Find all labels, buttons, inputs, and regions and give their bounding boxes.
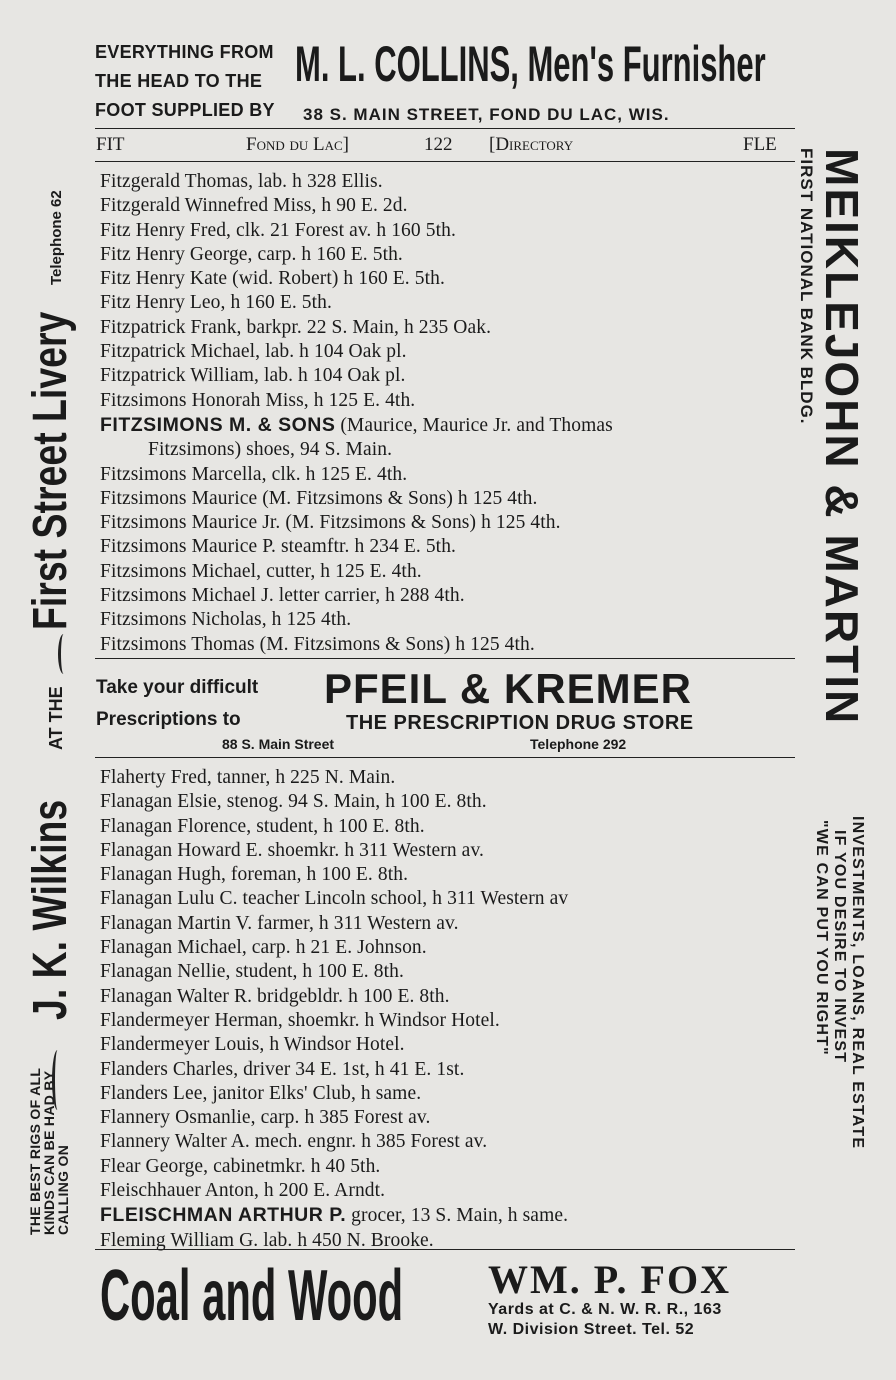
list-item: Flandermeyer Herman, shoemkr. h Windsor Hotel.	[100, 1009, 500, 1031]
top-advertisement	[95, 34, 795, 124]
list-item: Flannery Walter A. mech. engnr. h 385 Forest av.	[100, 1131, 488, 1153]
right-ad-line: "WE CAN PUT YOU RIGHT"	[813, 820, 830, 1056]
list-item: Flanders Lee, janitor Elks' Club, h same.	[100, 1082, 422, 1104]
list-item: Fitzsimons Nicholas, h 125 4th.	[100, 609, 352, 631]
bottom-advertisement	[100, 1256, 800, 1346]
featured-name: FLEISCHMAN ARTHUR P.	[100, 1204, 347, 1227]
guide-word-left: FIT	[96, 134, 125, 155]
page-number: 122	[424, 134, 453, 155]
left-ad-name: J. K. Wilkins	[24, 799, 77, 1020]
list-item: Fleischhauer Anton, h 200 E. Arndt.	[100, 1180, 386, 1202]
mid-ad-name: PFEIL & KREMER	[324, 665, 692, 712]
divider	[95, 161, 795, 162]
list-item: Flandermeyer Louis, h Windsor Hotel.	[100, 1034, 405, 1056]
list-item: Flannery Osmanlie, carp. h 385 Forest av.	[100, 1107, 431, 1129]
bottom-ad-yards-line: Yards at C. & N. W. R. R., 163	[488, 1301, 722, 1318]
list-item-featured	[100, 413, 800, 463]
top-ad-address: 38 S. MAIN STREET, FOND DU LAC, WIS.	[303, 105, 670, 124]
top-ad-line: THE HEAD TO THE	[95, 71, 263, 91]
left-ad-at-the: AT THE	[46, 686, 66, 750]
bottom-ad-headline: Coal and Wood	[100, 1256, 404, 1336]
divider	[95, 757, 795, 758]
right-ad-line: IF YOU DESIRE TO INVEST	[831, 830, 848, 1064]
list-item: Fitzsimons Maurice (M. Fitzsimons & Sons) h 125 4th.	[100, 487, 538, 509]
list-item: Fitzsimons Maurice P. steamftr. h 234 E. 5th.	[100, 536, 457, 558]
left-vertical-advertisement	[22, 140, 86, 1020]
mid-ad-telephone: Telephone 292	[530, 736, 627, 752]
right-ad-name: MEIKLEJOHN & MARTIN	[816, 148, 868, 726]
list-item: Fleming William G. lab. h 450 N. Brooke.	[100, 1229, 434, 1251]
list-item: Fitz Henry Leo, h 160 E. 5th.	[100, 292, 332, 314]
list-item: Fitzgerald Winnefred Miss, h 90 E. 2d.	[100, 195, 408, 217]
mid-ad-lead	[96, 672, 258, 736]
list-item: Fitz Henry Fred, clk. 21 Forest av. h 160 5th.	[100, 219, 456, 241]
list-item: Fitzsimons Michael J. letter carrier, h 288 4th.	[100, 585, 465, 607]
list-item: Flanagan Florence, student, h 100 E. 8th.	[100, 815, 425, 837]
list-item: Flanagan Martin V. farmer, h 311 Western av.	[100, 912, 459, 934]
list-item-featured	[100, 1203, 800, 1228]
left-ad-small-line: KINDS CAN BE HAD BY	[41, 1070, 57, 1235]
featured-continuation: Fitzsimons) shoes, 94 S. Main.	[148, 439, 393, 461]
flourish-icon	[52, 1050, 63, 1110]
right-ad-line: INVESTMENTS, LOANS, REAL ESTATE	[849, 816, 866, 1150]
featured-name: FITZSIMONS M. & SONS	[100, 413, 336, 436]
header-city: Fond du Lac]	[246, 134, 349, 155]
list-item: Fitzpatrick Michael, lab. h 104 Oak pl.	[100, 341, 407, 363]
list-item: Flaherty Fred, tanner, h 225 N. Main.	[100, 767, 396, 788]
middle-advertisement	[96, 667, 796, 755]
list-item: Flanagan Nellie, student, h 100 E. 8th.	[100, 961, 404, 983]
directory-entries-2	[100, 766, 800, 1253]
list-item: Flanders Charles, driver 34 E. 1st, h 41 E. 1st.	[100, 1058, 465, 1080]
list-item: Flanagan Hugh, foreman, h 100 E. 8th.	[100, 864, 409, 886]
list-item: Fitzgerald Thomas, lab. h 328 Ellis.	[100, 171, 383, 192]
featured-rest: grocer, 13 S. Main, h same.	[346, 1205, 569, 1227]
top-ad-lead	[95, 38, 275, 125]
bottom-ad-yards	[488, 1300, 722, 1340]
list-item: Flanagan Michael, carp. h 21 E. Johnson.	[100, 937, 427, 959]
list-item: Fitzpatrick Frank, barkpr. 22 S. Main, h 235 Oak.	[100, 316, 492, 338]
left-ad-small-line: CALLING ON	[55, 1144, 71, 1235]
right-ad-bank: FIRST NATIONAL BANK BLDG.	[797, 148, 816, 425]
list-item: Fitzsimons Michael, cutter, h 125 E. 4th.	[100, 560, 422, 582]
list-item: Flanagan Howard E. shoemkr. h 311 Western av.	[100, 839, 484, 861]
divider	[95, 128, 795, 129]
mid-ad-lead-line: Prescriptions to	[96, 709, 241, 730]
left-ad-telephone: Telephone 62	[48, 190, 65, 285]
mid-ad-tagline: THE PRESCRIPTION DRUG STORE	[346, 712, 694, 734]
left-ad-small-line: THE BEST RIGS OF ALL	[27, 1067, 43, 1235]
list-item: Flanagan Elsie, stenog. 94 S. Main, h 100 E. 8th.	[100, 791, 487, 813]
list-item: Flanagan Walter R. bridgebldr. h 100 E. 8th.	[100, 985, 450, 1007]
list-item: Fitzsimons Marcella, clk. h 125 E. 4th.	[100, 463, 408, 485]
left-ad-livery: First Street Livery	[24, 311, 77, 630]
list-item: Fitz Henry Kate (wid. Robert) h 160 E. 5th.	[100, 268, 445, 290]
header-section: [Directory	[489, 134, 574, 155]
right-vertical-small-text	[796, 816, 866, 1316]
top-ad-headline: M. L. COLLINS, Men's Furnisher	[295, 36, 766, 92]
top-ad-line: EVERYTHING FROM	[95, 42, 274, 62]
list-item: Flanagan Lulu C. teacher Lincoln school, h 311 Western av	[100, 888, 569, 910]
directory-entries-1	[100, 170, 800, 657]
running-header	[96, 134, 796, 160]
list-item: Fitzpatrick William, lab. h 104 Oak pl.	[100, 365, 406, 387]
list-item: Flear George, cabinetmkr. h 40 5th.	[100, 1155, 381, 1177]
divider	[95, 1249, 795, 1250]
mid-ad-lead-line: Take your difficult	[96, 677, 259, 698]
featured-rest: (Maurice, Maurice Jr. and Thomas	[335, 414, 613, 436]
list-item: Fitz Henry George, carp. h 160 E. 5th.	[100, 243, 403, 265]
flourish-icon	[58, 634, 69, 674]
guide-word-right: FLE	[743, 134, 777, 155]
top-ad-line: FOOT SUPPLIED BY	[95, 100, 275, 120]
list-item: Fitzsimons Honorah Miss, h 125 E. 4th.	[100, 389, 416, 411]
list-item: Fitzsimons Maurice Jr. (M. Fitzsimons & Sons) h 125 4th.	[100, 512, 561, 534]
divider	[95, 658, 795, 659]
bottom-ad-yards-line: W. Division Street. Tel. 52	[488, 1321, 695, 1338]
mid-ad-address: 88 S. Main Street	[222, 736, 335, 752]
list-item: Fitzsimons Thomas (M. Fitzsimons & Sons) h 125 4th.	[100, 633, 535, 655]
bottom-ad-name: WM. P. FOX	[488, 1257, 731, 1302]
